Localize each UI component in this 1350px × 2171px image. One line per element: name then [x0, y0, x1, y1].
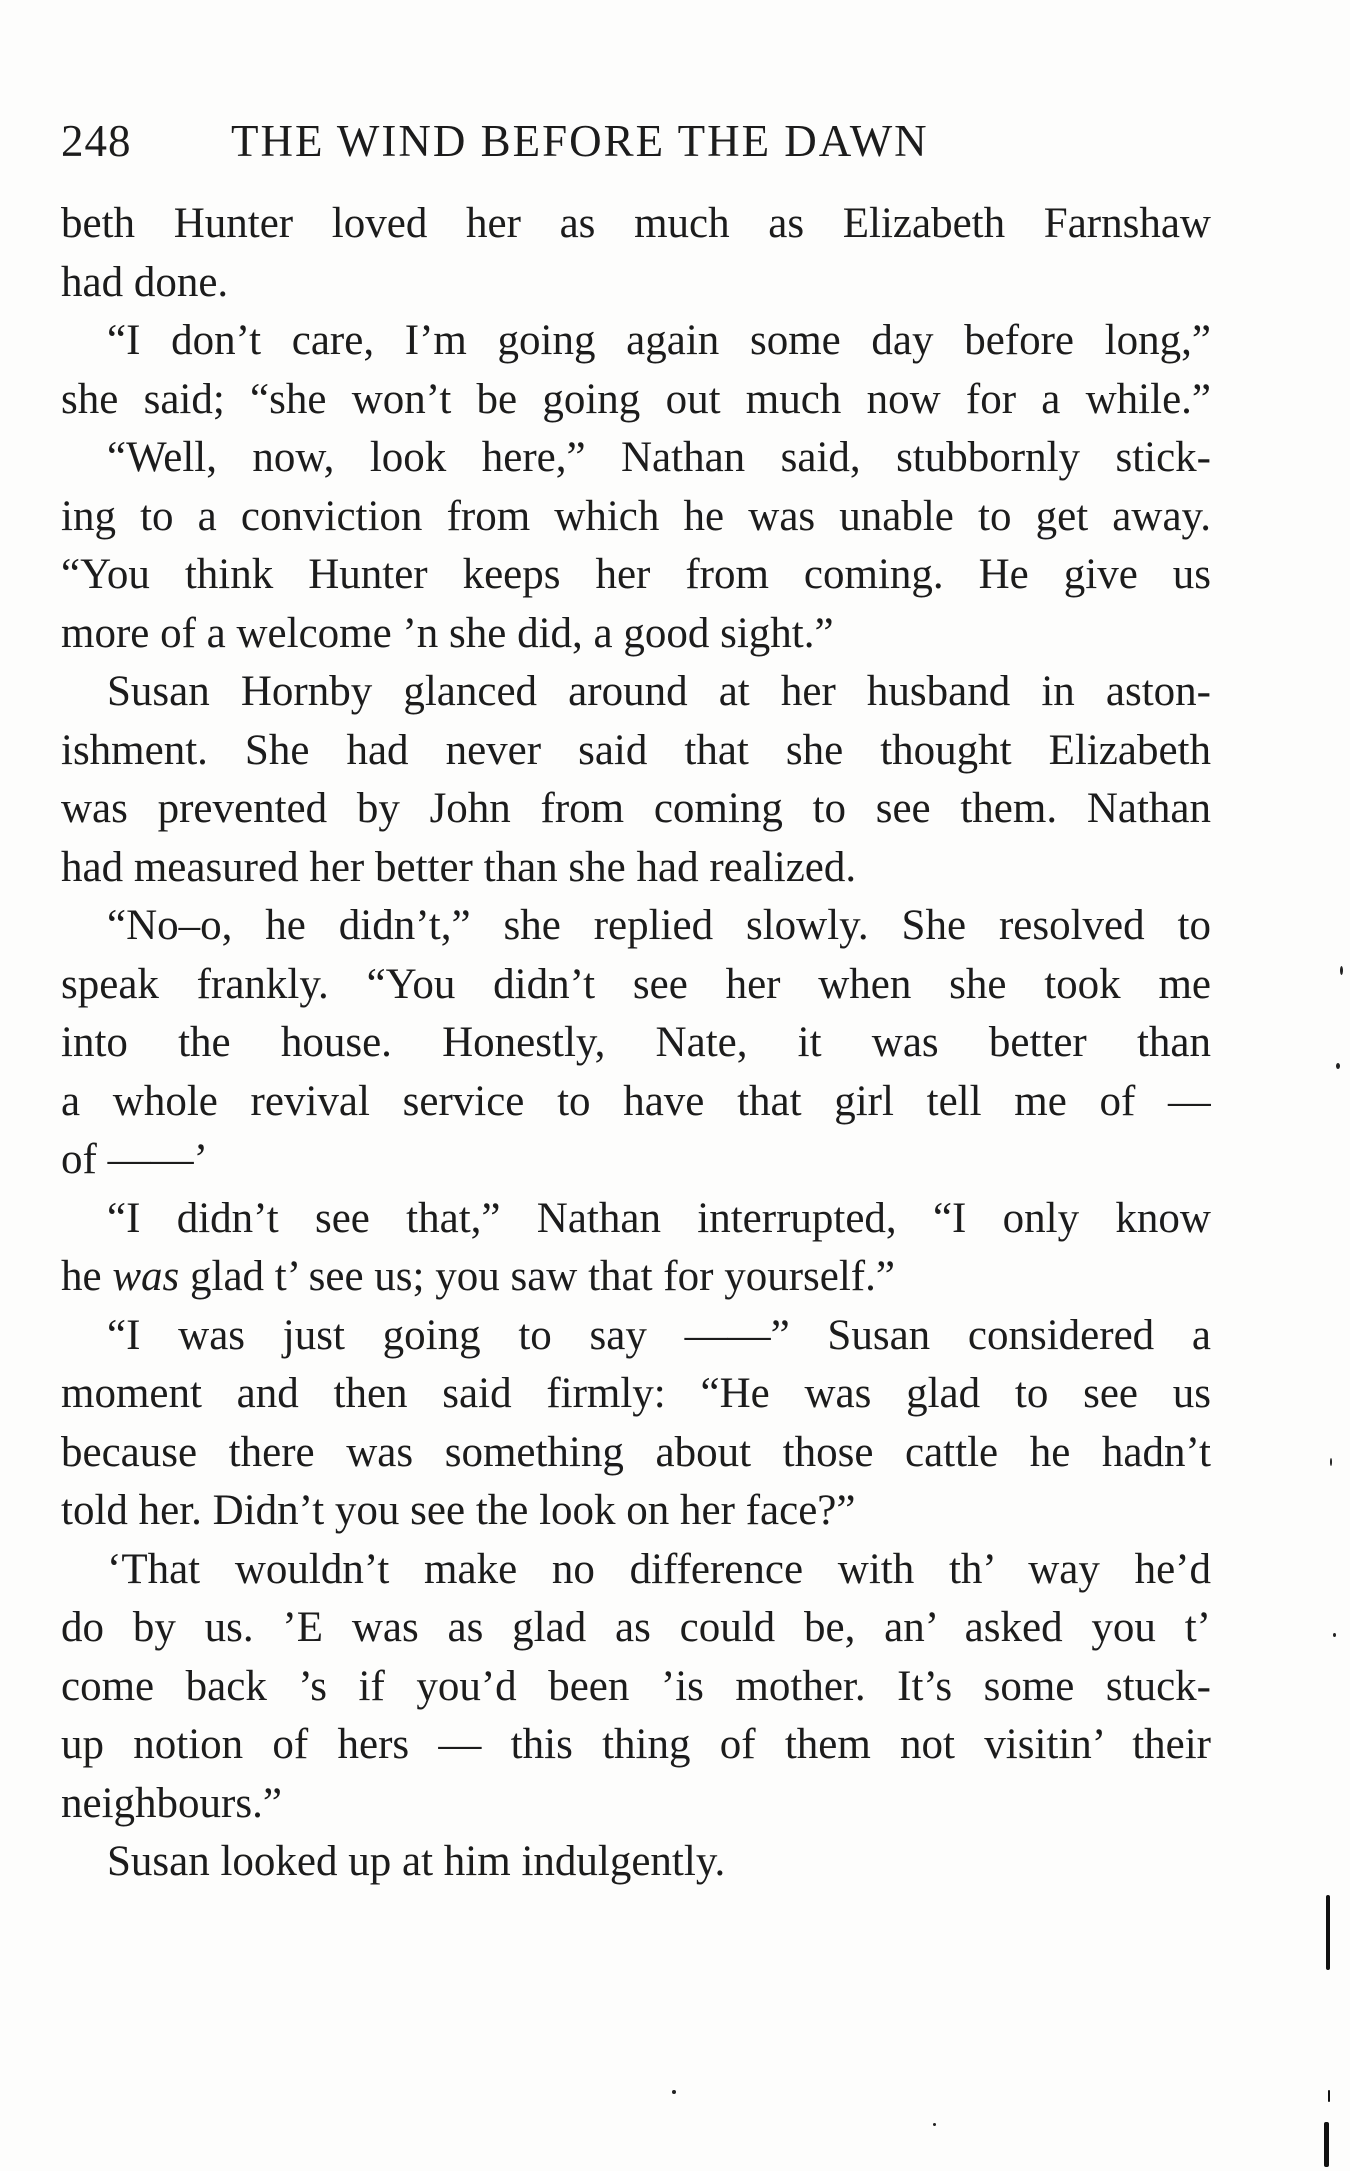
text-line: a whole revival service to have that girl tell me of — [61, 1077, 1211, 1125]
body-text [61, 195, 1211, 1892]
text-line: “Well, now, look here,” Nathan said, stubbornly stick- [107, 434, 1211, 481]
text-line: “You think Hunter keeps her from coming. He give us [61, 551, 1211, 598]
scan-speck [1340, 966, 1343, 975]
text-line: “No–o, he didn’t,” she replied slowly. She resolved to [107, 902, 1211, 949]
text-line: moment and then said firmly: “He was glad to see us [61, 1370, 1211, 1417]
text-line: had measured her better than she had realized. [61, 843, 857, 891]
text-line: into the house. Honestly, Nate, it was better than [61, 1019, 1211, 1066]
scan-speck [1333, 1633, 1336, 1637]
text-line: more of a welcome ’n she did, a good sight.” [61, 609, 834, 657]
text-line: Susan Hornby glanced around at her husband in aston- [107, 668, 1211, 715]
page-number: 248 [61, 116, 132, 166]
text-line: “I don’t care, I’m going again some day before long,” [107, 317, 1211, 364]
scan-speck [1330, 1458, 1332, 1466]
text-line: had done. [61, 258, 229, 306]
emphasis: was [112, 1253, 180, 1300]
text-line: ishment. She had never said that she thought Elizabeth [61, 726, 1211, 774]
scan-speck [1336, 1063, 1340, 1069]
text-line: speak frankly. “You didn’t see her when she took me [61, 960, 1211, 1008]
text-line: “I didn’t see that,” Nathan interrupted, “I only know [107, 1194, 1211, 1242]
text-line: do by us. ’E was as glad as could be, an’ asked you t’ [61, 1604, 1211, 1651]
scan-speck [933, 2123, 936, 2126]
scan-edge-mark [1326, 1895, 1330, 1970]
running-title: THE WIND BEFORE THE DAWN [231, 116, 929, 166]
text-line: neighbours.” [61, 1779, 282, 1827]
text-line: come back ’s if you’d been ’is mother. It’s some stuck- [61, 1662, 1211, 1710]
running-header [61, 110, 1211, 172]
text-line: “I was just going to say ——” Susan considered a [107, 1311, 1211, 1359]
text-line: he was glad t’ see us; you saw that for yourself.” [61, 1253, 895, 1300]
text-line: up notion of hers — this thing of them not visitin’ their [61, 1721, 1211, 1768]
text-line: beth Hunter loved her as much as Elizabeth Farnshaw [61, 200, 1211, 247]
scan-edge-mark [1328, 2090, 1330, 2102]
text-line: of ——’ [61, 1136, 208, 1183]
text-line: Susan looked up at him indulgently. [107, 1838, 726, 1885]
text-line: told her. Didn’t you see the look on her face?” [61, 1487, 856, 1534]
text-line: she said; “she won’t be going out much now for a while.” [61, 375, 1211, 423]
scan-edge-mark [1324, 2122, 1329, 2167]
text-line: was prevented by John from coming to see them. Nathan [61, 785, 1211, 832]
text-line: ‘That wouldn’t make no difference with th’ way he’d [107, 1545, 1211, 1593]
text-line: ing to a conviction from which he was unable to get away. [61, 492, 1211, 540]
text-line: because there was something about those cattle he hadn’t [61, 1428, 1211, 1476]
scan-speck [672, 2090, 676, 2094]
